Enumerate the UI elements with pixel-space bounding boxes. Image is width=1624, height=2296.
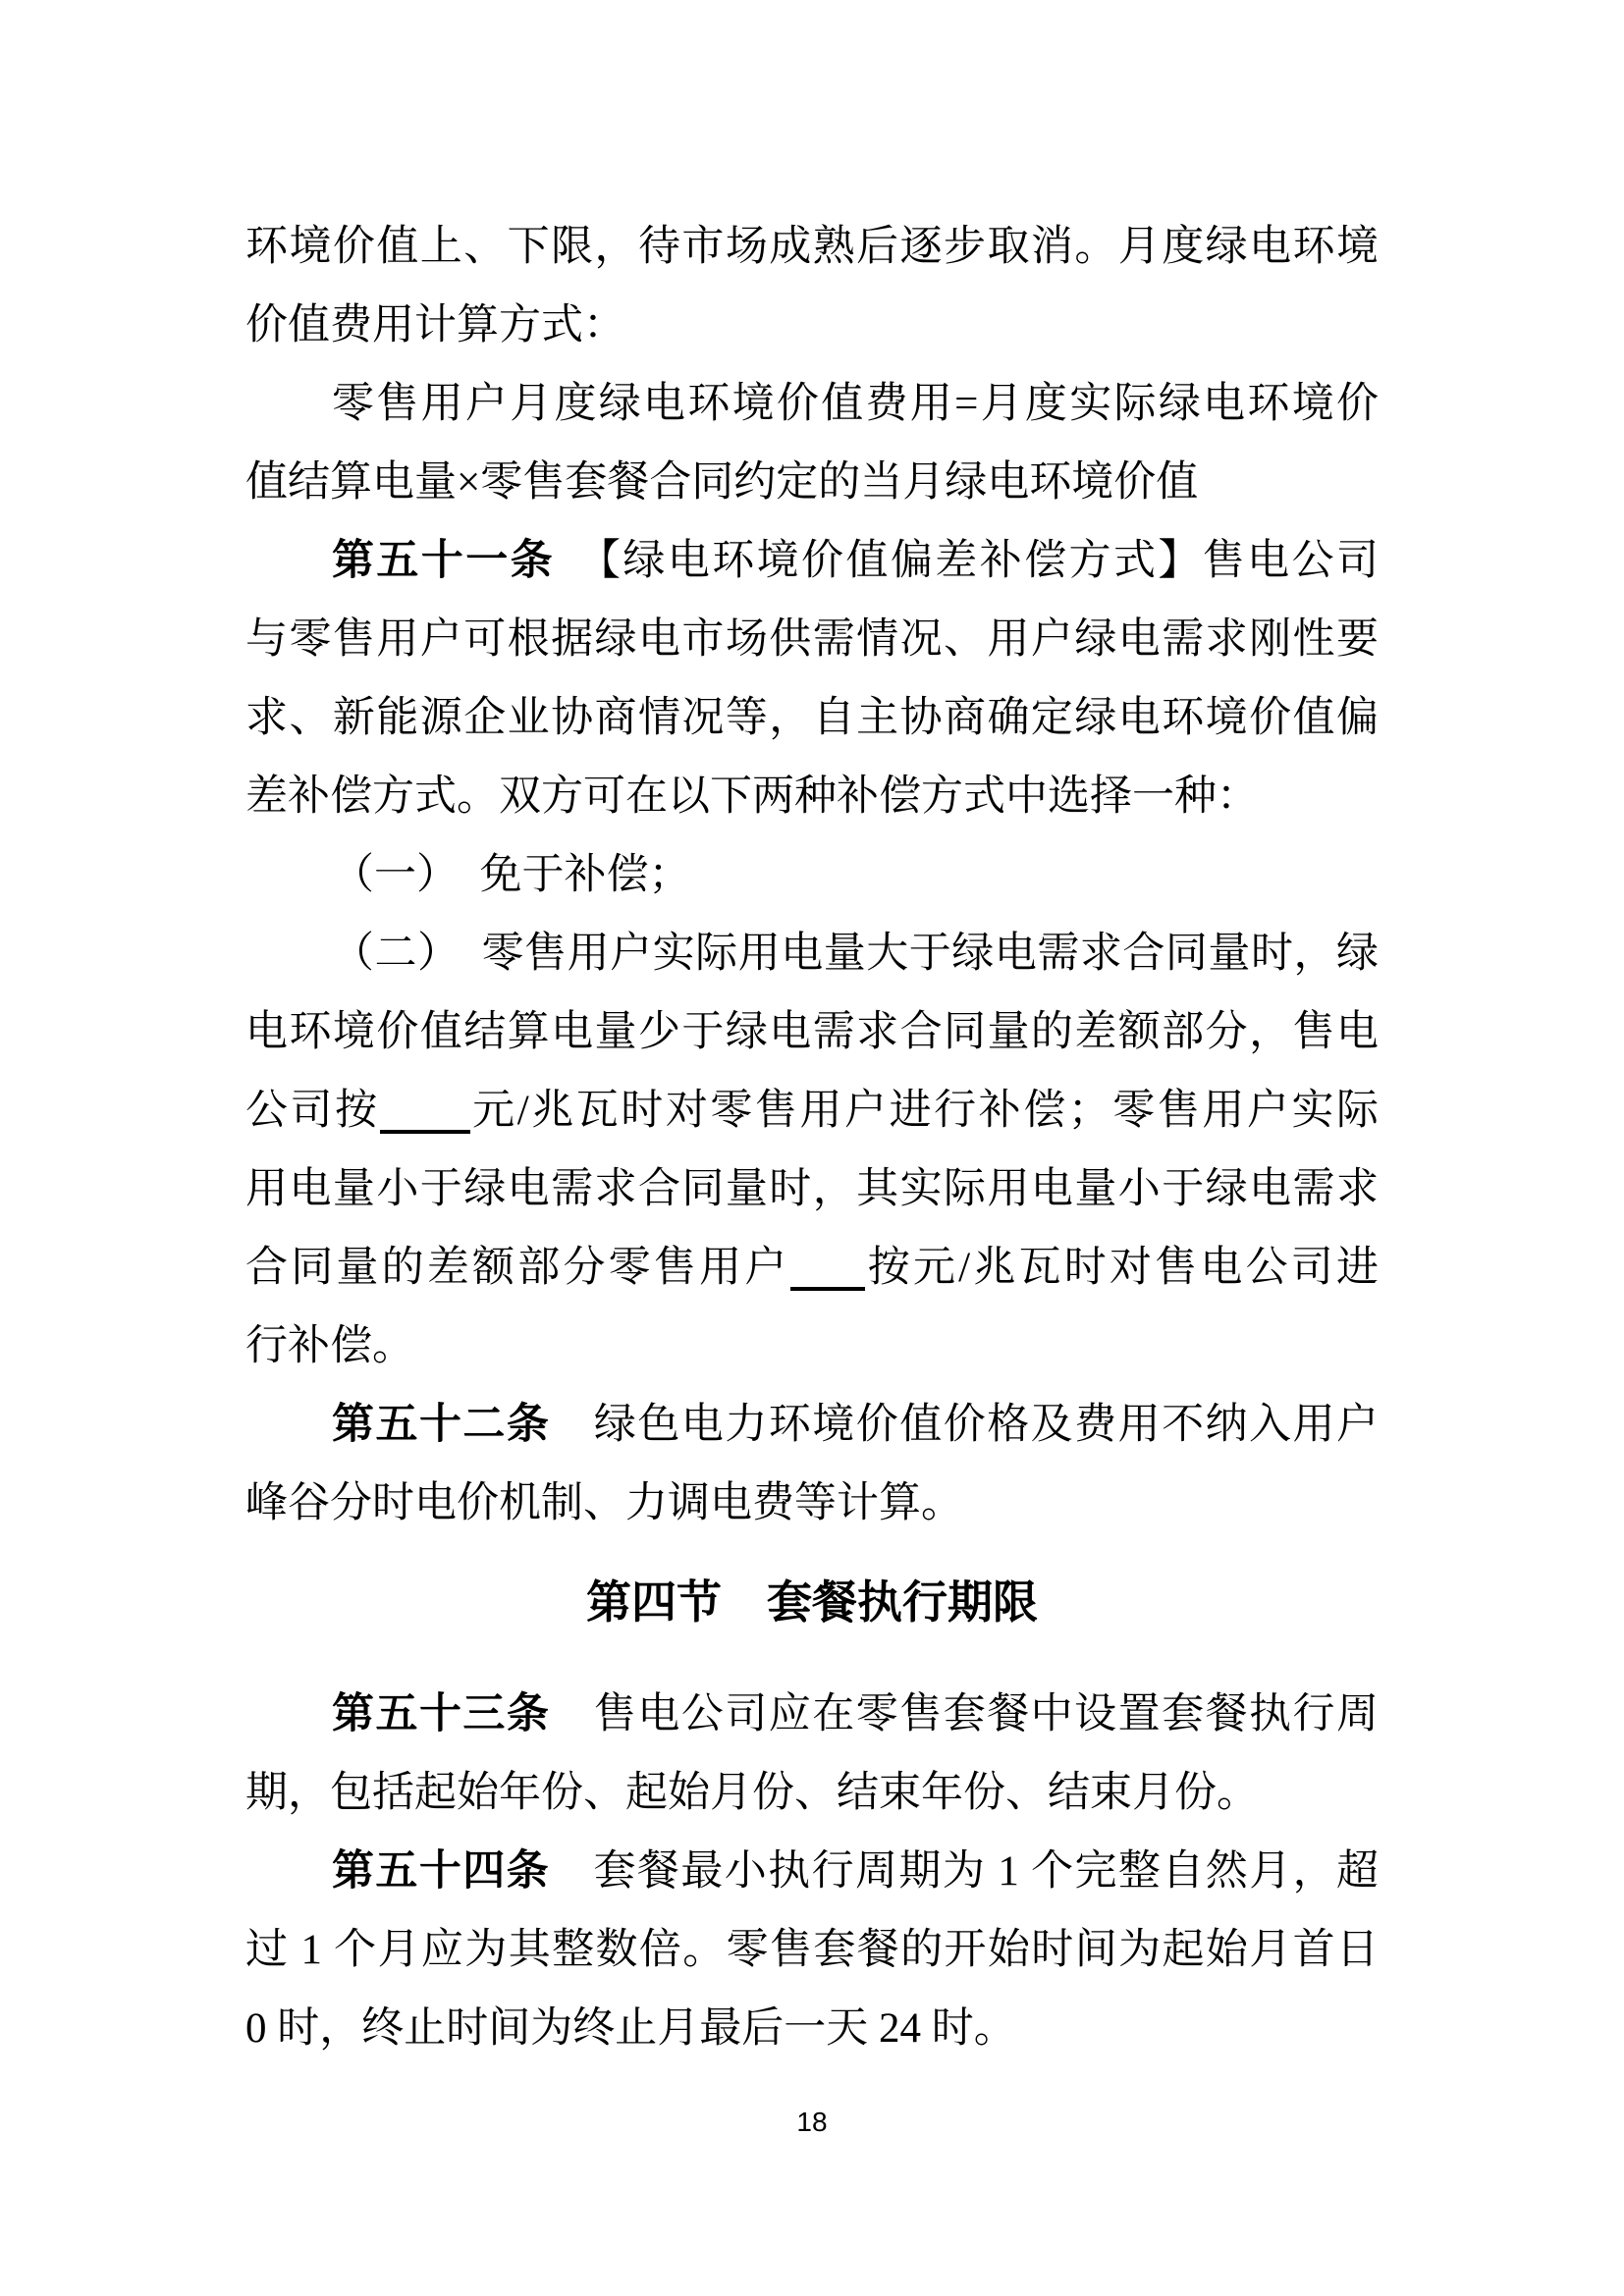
- fill-in-blank-underline: [380, 1085, 470, 1134]
- text-run: 合同量的差额部分零售用户: [245, 1245, 790, 1291]
- text-line: [245, 993, 1379, 1072]
- text-run: （一） 免于补偿；: [332, 852, 691, 898]
- text-run: 按元/兆瓦时对售电公司进: [864, 1245, 1379, 1291]
- text-run: 环境价值上、下限，待市场成熟后逐步取消。月度绿电环境: [245, 224, 1379, 270]
- text-run: 求、新能源企业协商情况等，自主协商确定绿电环境价值偏: [245, 695, 1379, 741]
- text-line: [245, 444, 1379, 522]
- text-line: [245, 601, 1379, 679]
- article-number: 第四节 套餐执行期限: [586, 1577, 1038, 1628]
- section-heading: [245, 1543, 1379, 1676]
- text-run: 差补偿方式。双方可在以下两种补偿方式中选择一种：: [245, 774, 1259, 820]
- text-line: [245, 1990, 1379, 2068]
- text-line: [245, 1308, 1379, 1386]
- text-run: 峰谷分时电价机制、力调电费等计算。: [245, 1480, 963, 1526]
- text-run: 期，包括起始年份、起始月份、结束年份、结束月份。: [245, 1770, 1259, 1816]
- text-line: [245, 1754, 1379, 1833]
- text-run: 值结算电量×零售套餐合同约定的当月绿电环境价值: [245, 459, 1199, 506]
- article-number: 第五十四条: [332, 1848, 551, 1895]
- text-run: 【绿电环境价值偏差补偿方式】售电公司: [555, 538, 1379, 584]
- text-line: [245, 365, 1379, 444]
- article-number: 第五十三条: [332, 1691, 551, 1737]
- text-line: [245, 1386, 1379, 1465]
- text-run: （二） 零售用户实际用电量大于绿电需求合同量时，绿: [332, 931, 1379, 977]
- text-line: [245, 1465, 1379, 1543]
- text-line: [245, 1229, 1379, 1308]
- text-line: [245, 1150, 1379, 1229]
- text-line: [245, 915, 1379, 993]
- document-body: [245, 208, 1379, 2068]
- text-run: 用电量小于绿电需求合同量时，其实际用电量小于绿电需求: [245, 1166, 1379, 1212]
- text-run: 过 1 个月应为其整数倍。零售套餐的开始时间为起始月首日: [245, 1927, 1379, 1973]
- text-run: 电环境价值结算电量少于绿电需求合同量的差额部分，售电: [245, 1009, 1379, 1055]
- text-run: 公司按: [245, 1088, 380, 1134]
- text-line: [245, 758, 1379, 836]
- text-line: [245, 208, 1379, 287]
- text-line: [245, 522, 1379, 601]
- article-number: 第五十一条: [332, 538, 556, 584]
- page-number: 18: [796, 2107, 828, 2137]
- text-line: [245, 1833, 1379, 1911]
- text-line: [245, 679, 1379, 758]
- text-run: 元/兆瓦时对零售用户进行补偿；零售用户实际: [469, 1088, 1379, 1134]
- article-number: 第五十二条: [332, 1402, 551, 1448]
- text-run: 与零售用户可根据绿电市场供需情况、用户绿电需求刚性要: [245, 616, 1379, 663]
- text-run: 套餐最小执行周期为 1 个完整自然月，超: [550, 1848, 1379, 1895]
- text-line: [245, 1676, 1379, 1754]
- text-run: 行补偿。: [245, 1323, 414, 1369]
- text-line: [245, 836, 1379, 915]
- text-run: 0 时，终止时间为终止月最后一天 24 时。: [245, 2005, 1016, 2052]
- text-run: 零售用户月度绿电环境价值费用=月度实际绿电环境价: [332, 381, 1379, 427]
- text-run: 价值费用计算方式：: [245, 302, 625, 348]
- fill-in-blank-underline: [790, 1242, 865, 1291]
- text-run: 售电公司应在零售套餐中设置套餐执行周: [550, 1691, 1379, 1737]
- text-line: [245, 287, 1379, 365]
- text-run: 绿色电力环境价值价格及费用不纳入用户: [550, 1402, 1379, 1448]
- text-line: [245, 1911, 1379, 1990]
- text-line: [245, 1072, 1379, 1150]
